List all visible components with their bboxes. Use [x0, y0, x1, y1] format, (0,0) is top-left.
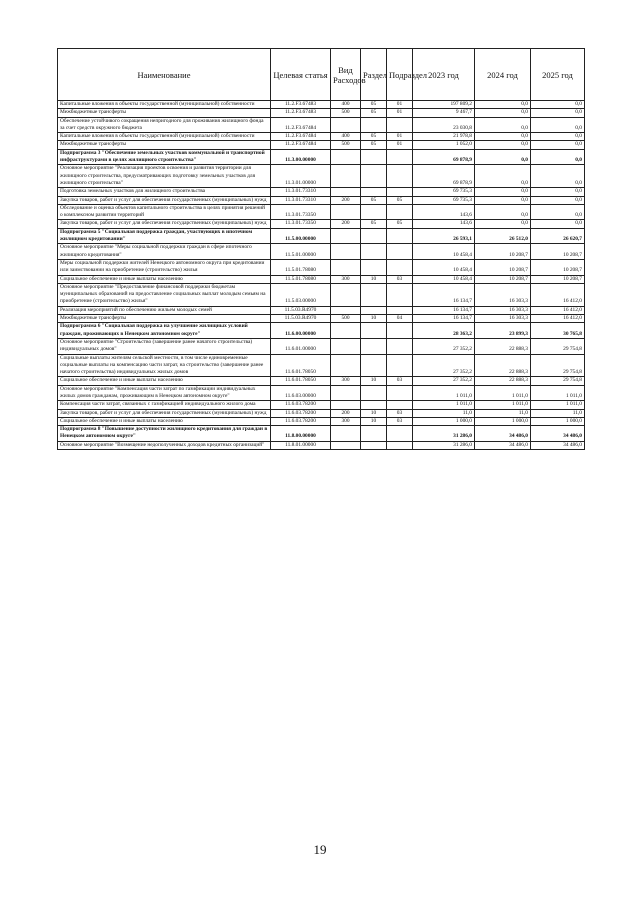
row-name: Социальные выплаты жителям сельской местности, в том числе единовременные социальные выплаты на компенсацию части затрат, на строительство (завершение ранее начатого строительства) индивидуальных жилых домов [58, 354, 271, 377]
row-value-2024: 0,0 [475, 133, 531, 141]
row-target-code: 11.6.00.00000 [271, 323, 331, 339]
row-value-2025: 0,0 [531, 109, 585, 117]
row-name: Закупка товаров, работ и услуг для обеспечения государственных (муниципальных) нужд [58, 220, 271, 228]
row-razdel [361, 323, 387, 339]
table-row [58, 354, 585, 377]
row-value-2024: 22 888,3 [475, 338, 531, 354]
row-podrazdel [387, 228, 413, 244]
row-value-2025: 29 754,8 [531, 354, 585, 377]
row-name: Обеспечение устойчивого сокращения непригодного для проживания жилищного фонда за счет средств окружного бюджета [58, 117, 271, 133]
row-name: Основное мероприятие "Меры социальной поддержки граждан в сфере ипотечного жилищного кредитования" [58, 244, 271, 260]
row-vid [331, 323, 361, 339]
header-2025: 2025 год [531, 49, 585, 101]
row-value-2024: 34 486,0 [475, 441, 531, 449]
row-podrazdel: 03 [387, 409, 413, 417]
table-row [58, 220, 585, 228]
row-razdel [361, 244, 387, 260]
row-target-code: 11.5.00.00000 [271, 228, 331, 244]
row-razdel [361, 259, 387, 275]
row-razdel [361, 401, 387, 409]
row-razdel [361, 165, 387, 188]
row-podrazdel [387, 306, 413, 314]
row-target-code: 11.2.F3.67484 [271, 141, 331, 149]
row-razdel: 10 [361, 275, 387, 283]
row-value-2025: 10 208,7 [531, 259, 585, 275]
row-name: Подготовка земельных участков для жилищного строительства [58, 188, 271, 196]
row-razdel [361, 228, 387, 244]
table-row [58, 188, 585, 196]
row-value-2023: 23 030,8 [413, 117, 475, 133]
row-name: Подпрограмма 3 "Обеспечение земельных участков коммунальной и транспортной инфраструктурами в целях жилищного строительства" [58, 149, 271, 165]
row-target-code: 11.6.03.00000 [271, 385, 331, 401]
row-podrazdel [387, 259, 413, 275]
row-value-2025: 0,0 [531, 165, 585, 188]
row-target-code: 11.5.01.00000 [271, 244, 331, 260]
row-podrazdel [387, 385, 413, 401]
row-target-code: 11.6.03.78200 [271, 417, 331, 425]
row-razdel: 10 [361, 377, 387, 385]
row-value-2024: 1 000,0 [475, 417, 531, 425]
row-value-2024: 0,0 [475, 188, 531, 196]
row-podrazdel: 03 [387, 377, 413, 385]
row-podrazdel [387, 188, 413, 196]
budget-table-container [57, 48, 584, 450]
row-value-2023: 69 878,9 [413, 149, 475, 165]
row-value-2023: 1 000,0 [413, 417, 475, 425]
row-podrazdel [387, 401, 413, 409]
row-vid: 300 [331, 377, 361, 385]
header-razdel: Раздел [361, 49, 387, 101]
row-value-2024: 26 512,0 [475, 228, 531, 244]
subprogram-row [58, 426, 585, 442]
row-value-2023: 143,6 [413, 204, 475, 220]
table-row [58, 275, 585, 283]
budget-table [57, 48, 585, 450]
row-value-2025: 16 412,0 [531, 306, 585, 314]
row-vid [331, 385, 361, 401]
row-name: Основное мероприятие "Реализация проектов освоения и развития территории для жилищного строительства, предусматривающих подготовку земельных участков для жилищного строительства" [58, 165, 271, 188]
row-name: Подпрограмма 8 "Повышение доступности жилищного кредитования для граждан в Ненецком автономном округе" [58, 426, 271, 442]
row-value-2024: 0,0 [475, 149, 531, 165]
row-name: Подпрограмма 6 "Социальная поддержка на улучшение жилищных условий граждан, проживающих в Ненецком автономном округе" [58, 323, 271, 339]
header-2023: 2023 год [413, 49, 475, 101]
row-value-2023: 10 458,4 [413, 244, 475, 260]
row-podrazdel [387, 117, 413, 133]
table-row [58, 385, 585, 401]
row-name: Межбюджетные трансферты [58, 109, 271, 117]
page-number: 19 [313, 842, 327, 857]
row-razdel [361, 117, 387, 133]
row-value-2023: 69 878,9 [413, 165, 475, 188]
row-podrazdel: 01 [387, 101, 413, 109]
header-podrazdel: Подраздел [387, 49, 413, 101]
row-value-2023: 10 458,4 [413, 259, 475, 275]
row-razdel [361, 338, 387, 354]
row-value-2024: 0,0 [475, 165, 531, 188]
row-target-code: 11.6.03.78200 [271, 409, 331, 417]
table-row [58, 244, 585, 260]
table-row [58, 204, 585, 220]
row-vid [331, 441, 361, 449]
row-value-2024: 0,0 [475, 117, 531, 133]
row-value-2025: 0,0 [531, 220, 585, 228]
row-vid: 200 [331, 220, 361, 228]
row-value-2023: 197 809,2 [413, 101, 475, 109]
row-target-code: 11.2.F3.67484 [271, 133, 331, 141]
row-vid: 400 [331, 101, 361, 109]
row-value-2024: 16 303,3 [475, 283, 531, 306]
row-razdel: 10 [361, 315, 387, 323]
table-row [58, 117, 585, 133]
row-vid [331, 401, 361, 409]
row-value-2024: 0,0 [475, 101, 531, 109]
row-podrazdel [387, 165, 413, 188]
row-target-code: 11.6.01.78050 [271, 377, 331, 385]
row-razdel [361, 441, 387, 449]
row-razdel [361, 354, 387, 377]
row-name: Социальное обеспечение и иные выплаты населению [58, 377, 271, 385]
row-name: Меры социальной поддержки жителей Ненецкого автономного округа при кредитовании или заимствовании на приобретение (строительство) жилья [58, 259, 271, 275]
row-razdel [361, 306, 387, 314]
row-value-2024: 11,0 [475, 409, 531, 417]
row-value-2025: 26 620,7 [531, 228, 585, 244]
row-vid [331, 259, 361, 275]
row-vid [331, 283, 361, 306]
row-value-2025: 29 754,8 [531, 338, 585, 354]
row-value-2025: 16 412,0 [531, 315, 585, 323]
row-name: Межбюджетные трансферты [58, 315, 271, 323]
row-value-2025: 0,0 [531, 204, 585, 220]
row-value-2025: 1 011,0 [531, 401, 585, 409]
row-value-2025: 0,0 [531, 141, 585, 149]
table-row [58, 283, 585, 306]
table-header-row [58, 49, 585, 101]
row-value-2023: 1 011,0 [413, 385, 475, 401]
row-value-2024: 34 486,0 [475, 426, 531, 442]
row-name: Реализация мероприятий по обеспечению жильем молодых семей [58, 306, 271, 314]
row-razdel: 05 [361, 109, 387, 117]
row-name: Основное мероприятие "Предоставление финансовой поддержки бюджетам муниципальных образований на предоставление социальных выплат молодым семьям на приобретение (строительство) жилья" [58, 283, 271, 306]
table-row [58, 133, 585, 141]
row-razdel: 10 [361, 417, 387, 425]
row-vid: 500 [331, 315, 361, 323]
row-vid [331, 228, 361, 244]
row-vid [331, 244, 361, 260]
row-podrazdel: 05 [387, 220, 413, 228]
row-razdel [361, 385, 387, 401]
row-target-code: 11.5.01.78080 [271, 275, 331, 283]
row-target-code: 11.2.F3.67484 [271, 117, 331, 133]
subprogram-row [58, 228, 585, 244]
row-name: Межбюджетные трансферты [58, 141, 271, 149]
row-target-code: 11.2.F3.67483 [271, 101, 331, 109]
table-row [58, 409, 585, 417]
row-value-2023: 69 735,3 [413, 196, 475, 204]
row-podrazdel: 01 [387, 133, 413, 141]
row-vid: 400 [331, 133, 361, 141]
row-vid: 300 [331, 417, 361, 425]
row-name: Капитальные вложения в объекты государственной (муниципальной) собственности [58, 101, 271, 109]
row-razdel [361, 204, 387, 220]
row-target-code: 11.2.F3.67483 [271, 109, 331, 117]
row-podrazdel: 05 [387, 196, 413, 204]
table-row [58, 377, 585, 385]
row-podrazdel [387, 323, 413, 339]
row-value-2025: 30 765,8 [531, 323, 585, 339]
row-name: Основное мероприятие "Возмещение недополученных доходов кредитных организаций" [58, 441, 271, 449]
row-value-2023: 21 978,8 [413, 133, 475, 141]
table-body [58, 101, 585, 450]
row-razdel [361, 149, 387, 165]
header-target: Целевая статья [271, 49, 331, 101]
row-podrazdel [387, 338, 413, 354]
row-value-2024: 1 011,0 [475, 385, 531, 401]
row-podrazdel: 03 [387, 417, 413, 425]
row-podrazdel: 03 [387, 275, 413, 283]
row-vid [331, 426, 361, 442]
row-target-code: 11.3.01.73350 [271, 220, 331, 228]
row-value-2023: 9 467,7 [413, 109, 475, 117]
header-2024: 2024 год [475, 49, 531, 101]
row-target-code: 11.3.01.73310 [271, 196, 331, 204]
table-row [58, 101, 585, 109]
row-podrazdel: 04 [387, 315, 413, 323]
row-value-2025: 0,0 [531, 149, 585, 165]
table-row [58, 306, 585, 314]
row-target-code: 11.8.00.00000 [271, 426, 331, 442]
table-row [58, 259, 585, 275]
row-value-2023: 26 593,1 [413, 228, 475, 244]
row-value-2024: 16 303,3 [475, 306, 531, 314]
row-vid: 300 [331, 275, 361, 283]
row-value-2025: 34 486,0 [531, 441, 585, 449]
row-target-code: 11.3.01.00000 [271, 165, 331, 188]
row-vid [331, 117, 361, 133]
row-name: Компенсация части затрат, связанных с газификацией индивидуального жилого дома [58, 401, 271, 409]
row-target-code: 11.5.03.R4970 [271, 306, 331, 314]
table-row [58, 141, 585, 149]
row-target-code: 11.3.00.00000 [271, 149, 331, 165]
row-value-2025: 0,0 [531, 133, 585, 141]
row-vid: 500 [331, 141, 361, 149]
row-name: Закупка товаров, работ и услуг для обеспечения государственных (муниципальных) нужд [58, 409, 271, 417]
row-podrazdel [387, 244, 413, 260]
row-value-2025: 1 011,0 [531, 385, 585, 401]
table-row [58, 196, 585, 204]
row-value-2023: 1 052,0 [413, 141, 475, 149]
row-value-2023: 1 011,0 [413, 401, 475, 409]
row-value-2025: 11,0 [531, 409, 585, 417]
row-value-2025: 0,0 [531, 196, 585, 204]
row-podrazdel: 01 [387, 109, 413, 117]
row-value-2025: 0,0 [531, 117, 585, 133]
row-value-2023: 28 363,2 [413, 323, 475, 339]
row-target-code: 11.3.01.73350 [271, 204, 331, 220]
row-value-2025: 10 208,7 [531, 244, 585, 260]
row-name: Социальное обеспечение и иные выплаты населению [58, 417, 271, 425]
row-vid: 200 [331, 196, 361, 204]
row-target-code: 11.6.03.78200 [271, 401, 331, 409]
row-razdel [361, 188, 387, 196]
row-target-code: 11.3.01.73310 [271, 188, 331, 196]
row-razdel: 10 [361, 409, 387, 417]
row-name: Капитальные вложения в объекты государственной (муниципальной) собственности [58, 133, 271, 141]
subprogram-row [58, 323, 585, 339]
row-value-2023: 31 286,0 [413, 441, 475, 449]
row-value-2024: 22 888,3 [475, 377, 531, 385]
row-target-code: 11.8.01.00000 [271, 441, 331, 449]
row-razdel: 05 [361, 196, 387, 204]
row-podrazdel [387, 354, 413, 377]
row-value-2023: 143,6 [413, 220, 475, 228]
row-name: Закупка товаров, работ и услуг для обеспечения государственных (муниципальных) нужд [58, 196, 271, 204]
row-name: Основное мероприятие "Строительство (завершение ранее начатого строительства) индивидуальных домов" [58, 338, 271, 354]
subprogram-row [58, 149, 585, 165]
row-target-code: 11.6.01.78050 [271, 354, 331, 377]
row-podrazdel [387, 283, 413, 306]
header-name: Наименование [58, 49, 271, 101]
row-value-2023: 16 134,7 [413, 315, 475, 323]
row-value-2025: 16 412,0 [531, 283, 585, 306]
row-podrazdel [387, 149, 413, 165]
row-target-code: 11.5.03.00000 [271, 283, 331, 306]
row-value-2024: 0,0 [475, 109, 531, 117]
row-razdel [361, 283, 387, 306]
row-vid [331, 338, 361, 354]
row-target-code: 11.5.03.R4970 [271, 315, 331, 323]
row-value-2023: 27 352,2 [413, 377, 475, 385]
row-razdel: 05 [361, 220, 387, 228]
row-value-2023: 31 286,0 [413, 426, 475, 442]
row-value-2024: 16 303,3 [475, 315, 531, 323]
header-vid: Вид Расходов [331, 49, 361, 101]
row-value-2024: 23 899,3 [475, 323, 531, 339]
row-value-2024: 10 208,7 [475, 244, 531, 260]
row-razdel [361, 426, 387, 442]
row-name: Основное мероприятие "Компенсация части затрат по газификации индивидуальных жилых домов гражданам, проживающим в Ненецком автономном округе" [58, 385, 271, 401]
row-value-2025: 29 754,8 [531, 377, 585, 385]
row-value-2024: 10 208,7 [475, 259, 531, 275]
row-vid [331, 354, 361, 377]
row-value-2024: 22 888,3 [475, 354, 531, 377]
row-value-2023: 16 134,7 [413, 283, 475, 306]
row-razdel: 05 [361, 133, 387, 141]
row-value-2024: 0,0 [475, 141, 531, 149]
row-vid [331, 204, 361, 220]
table-row [58, 165, 585, 188]
row-value-2024: 0,0 [475, 196, 531, 204]
row-value-2025: 34 486,0 [531, 426, 585, 442]
row-podrazdel [387, 426, 413, 442]
row-name: Обследование и оценка объектов капитального строительства в целях принятия решений о комплексном развитии территорий [58, 204, 271, 220]
row-vid [331, 188, 361, 196]
row-value-2025: 0,0 [531, 188, 585, 196]
row-razdel: 05 [361, 101, 387, 109]
row-value-2023: 16 134,7 [413, 306, 475, 314]
row-value-2024: 0,0 [475, 204, 531, 220]
row-podrazdel: 01 [387, 141, 413, 149]
row-vid [331, 165, 361, 188]
row-target-code: 11.6.01.00000 [271, 338, 331, 354]
table-row [58, 441, 585, 449]
table-row [58, 315, 585, 323]
row-value-2023: 27 352,2 [413, 338, 475, 354]
table-row [58, 417, 585, 425]
row-vid: 500 [331, 109, 361, 117]
table-row [58, 401, 585, 409]
row-target-code: 11.5.01.78080 [271, 259, 331, 275]
row-razdel: 05 [361, 141, 387, 149]
row-vid [331, 306, 361, 314]
row-podrazdel [387, 441, 413, 449]
row-vid: 200 [331, 409, 361, 417]
row-value-2024: 0,0 [475, 220, 531, 228]
row-value-2025: 0,0 [531, 101, 585, 109]
row-value-2025: 10 208,7 [531, 275, 585, 283]
row-value-2023: 10 458,4 [413, 275, 475, 283]
table-row [58, 109, 585, 117]
row-podrazdel [387, 204, 413, 220]
row-value-2024: 1 011,0 [475, 401, 531, 409]
row-vid [331, 149, 361, 165]
row-value-2023: 11,0 [413, 409, 475, 417]
row-value-2024: 10 208,7 [475, 275, 531, 283]
table-row [58, 338, 585, 354]
row-value-2025: 1 000,0 [531, 417, 585, 425]
row-value-2023: 27 352,2 [413, 354, 475, 377]
row-value-2023: 69 735,3 [413, 188, 475, 196]
row-name: Социальное обеспечение и иные выплаты населению [58, 275, 271, 283]
row-name: Подпрограмма 5 "Социальная поддержка граждан, участвующих в ипотечном жилищном кредитовании" [58, 228, 271, 244]
